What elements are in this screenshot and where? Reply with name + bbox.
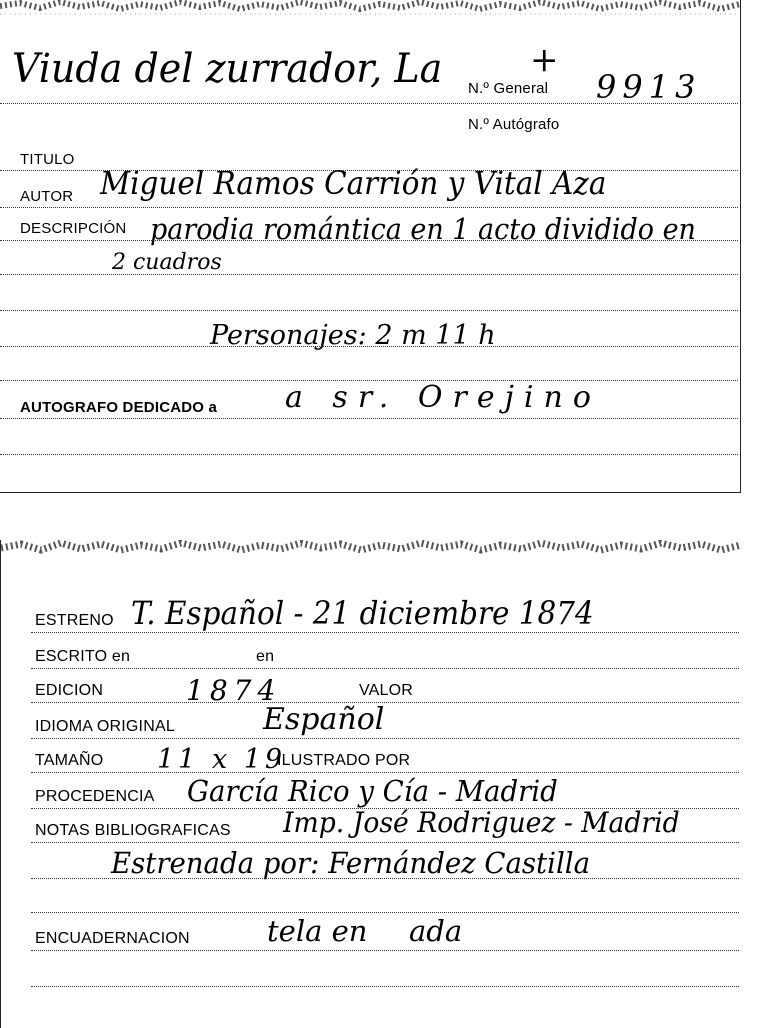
descripcion-value-line1: parodia romántica en 1 acto dividido en <box>150 212 696 246</box>
rule-desc-2 <box>0 274 738 275</box>
rule-estreno <box>31 632 739 633</box>
personajes-value: Personajes: 2 m 11 h <box>210 320 496 351</box>
descripcion-label: DESCRIPCIÓN <box>20 220 127 237</box>
rule-notas-2 <box>31 878 739 879</box>
autor-value: Miguel Ramos Carrión y Vital Aza <box>100 164 607 202</box>
rule-blank-5 <box>31 986 739 987</box>
edicion-value: 1874 <box>186 674 282 707</box>
autor-label: AUTOR <box>20 188 74 205</box>
torn-edge-top <box>1 540 741 562</box>
encuadernacion-value-a: tela en <box>267 914 368 948</box>
procedencia-label: PROCEDENCIA <box>35 788 155 805</box>
autografo-dedicado-value: a sr. Orejino <box>285 380 601 415</box>
rule-descripcion <box>0 240 738 241</box>
numero-general-value: 9913 <box>596 68 702 106</box>
rule-blank-3 <box>0 454 738 455</box>
rule-edicion <box>31 702 739 703</box>
rule-blank-4 <box>31 912 739 913</box>
encuadernacion-label: ENCUADERNACION <box>35 930 190 947</box>
rule-title <box>0 103 738 104</box>
rule-idioma <box>31 738 739 739</box>
procedencia-value: García Rico y Cía - Madrid <box>187 774 558 808</box>
escrito-en-label: en <box>256 648 275 665</box>
rule-dedicado <box>0 418 738 419</box>
tamano-label: TAMAÑO <box>35 752 104 769</box>
idioma-value: Español <box>263 702 385 737</box>
edicion-label: EDICION <box>35 682 104 699</box>
encuadernacion-value-b: ada <box>409 914 463 948</box>
rule-tamano <box>31 772 739 773</box>
rule-encuadernacion <box>31 950 739 951</box>
cross-mark: + <box>530 40 559 80</box>
titulo-label: TITULO <box>20 151 75 168</box>
torn-edge-top <box>0 0 740 22</box>
notas-value-line1: Imp. José Rodriguez - Madrid <box>283 806 680 839</box>
numero-autografo-label: N.º Autógrafo <box>468 116 560 133</box>
notas-label: NOTAS BIBLIOGRAFICAS <box>35 822 231 839</box>
rule-autor <box>0 207 738 208</box>
ilustrado-label: ILUSTRADO POR <box>277 752 411 769</box>
catalog-card-bottom <box>0 540 741 1028</box>
rule-notas <box>31 842 739 843</box>
numero-general-label: N.º General <box>468 80 549 97</box>
estreno-value: T. Español - 21 diciembre 1874 <box>131 594 594 632</box>
autografo-dedicado-label: AUTOGRAFO DEDICADO a <box>20 399 218 416</box>
descripcion-value-line2: 2 cuadros <box>112 250 222 275</box>
rule-escrito <box>31 668 739 669</box>
valor-label: VALOR <box>359 682 414 699</box>
escrito-label: ESCRITO en <box>35 648 131 665</box>
idioma-label: IDIOMA ORIGINAL <box>35 718 175 735</box>
notas-value-line2: Estrenada por: Fernández Castilla <box>111 846 590 880</box>
tamano-value: 11 x 19 <box>157 744 287 775</box>
estreno-label: ESTRENO <box>35 612 114 629</box>
rule-personajes <box>0 346 738 347</box>
catalog-card-top <box>0 0 741 493</box>
title-handwritten: Viuda del zurrador, La <box>12 46 443 92</box>
rule-blank-1 <box>0 310 738 311</box>
